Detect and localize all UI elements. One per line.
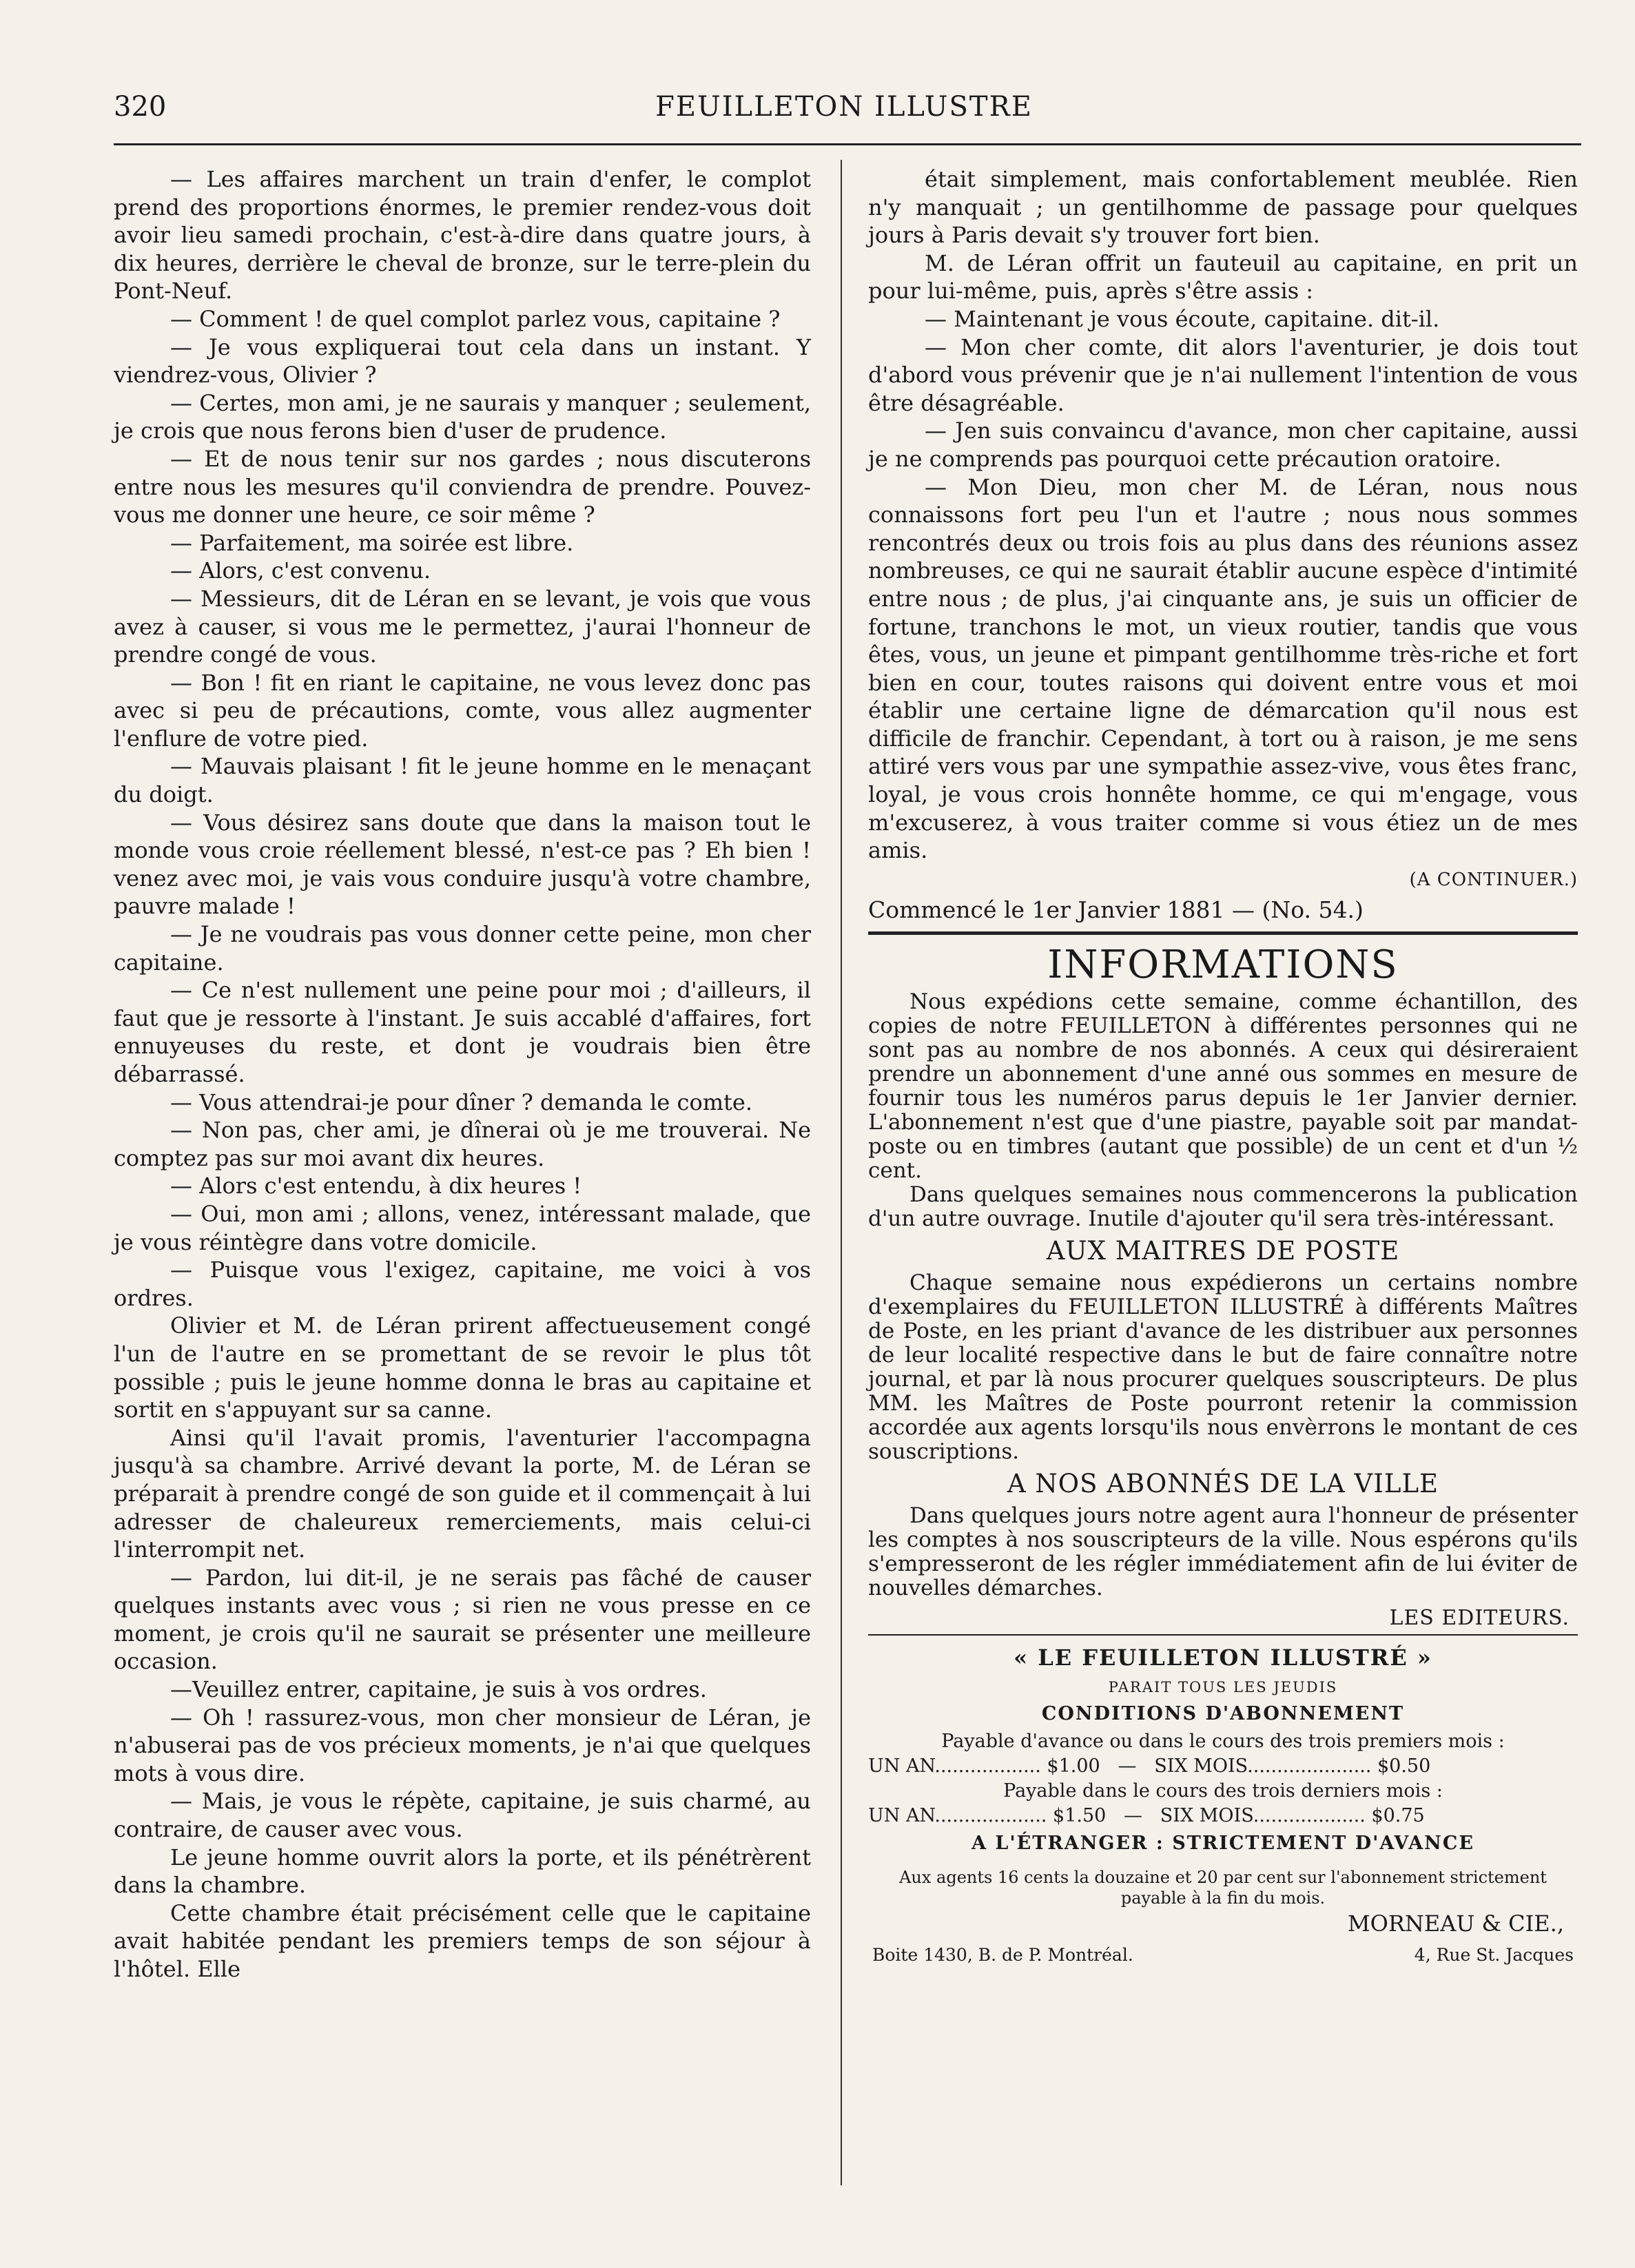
agents-note: Aux agents 16 cents la douzaine et 20 par cent sur l'abonnement strictement payable à la fin du mois. xyxy=(899,1868,1547,1908)
story-paragraph: — Jen suis convaincu d'avance, mon cher capitaine, aussi je ne comprends pas pourquoi cette précaution oratoire. xyxy=(868,417,1578,472)
story-paragraph: était simplement, mais confortablement meublée. Rien n'y manquait ; un gentilhomme de passage pour quelques jours à Paris devait s'y trouver fort bien. xyxy=(868,166,1578,249)
info-paragraph: Dans quelques jours notre agent aura l'honneur de présenter les comptes à nos souscripteurs de la ville. Nous espérons qu'ils s'empresseront de les régler immédiatement afin de lui éviter de nouvelles démarches. xyxy=(868,1503,1578,1601)
editors-signature: LES EDITEURS. xyxy=(1389,1606,1570,1631)
box-subtitle: PARAIT TOUS LES JEUDIS xyxy=(1108,1679,1338,1696)
story-paragraph: — Pardon, lui dit-il, je ne serais pas fâché de causer quelques instants avec vous ; si rien ne vous presse en ce moment, je crois qu'il ne saurait se présenter une meilleure occasion. xyxy=(114,1564,811,1675)
street-address: 4, Rue St. Jacques xyxy=(1414,1945,1574,1966)
story-paragraph: — Vous désirez sans doute que dans la maison tout le monde vous croie réellement blessé, n'est-ce pas ? Eh bien ! venez avec moi, je vais vous conduire jusqu'à votre chambre, pauvre malade ! xyxy=(114,809,811,920)
story-paragraph: —Veuillez entrer, capitaine, je suis à vos ordres. xyxy=(170,1676,707,1703)
start-date-line: Commencé le 1er Janvier 1881 — (No. 54.) xyxy=(868,896,1364,924)
story-paragraph: — Vous attendrai-je pour dîner ? demanda le comte. xyxy=(170,1089,753,1115)
story-paragraph: — Mauvais plaisant ! fit le jeune homme en le menaçant du doigt. xyxy=(114,753,811,808)
story-paragraph: — Et de nous tenir sur nos gardes ; nous discuterons entre nous les mesures qu'il conviendra de prendre. Pouvez-vous me donner une heure, ce soir même ? xyxy=(114,445,811,528)
story-paragraph: — Certes, mon ami, je ne saurais y manquer ; seulement, je crois que nous ferons bien d'user de prudence. xyxy=(114,389,811,444)
subscription-box xyxy=(868,1640,1578,1968)
header-rule xyxy=(114,143,1581,145)
story-paragraph: — Alors c'est entendu, à dix heures ! xyxy=(170,1173,582,1199)
story-paragraph: — Messieurs, dit de Léran en se levant, je vois que vous avez à causer, si vous me le permettez, j'aurai l'honneur de prendre congé de vous. xyxy=(114,585,811,668)
story-paragraph: — Oui, mon ami ; allons, venez, intéressant malade, que je vous réintègre dans votre domicile. xyxy=(114,1200,811,1255)
story-paragraph: Ainsi qu'il l'avait promis, l'aventurier l'accompagna jusqu'à sa chambre. Arrivé devant la porte, M. de Léran se préparait à prendre congé de son guide et il commençait à lui adresser de chaleureux remerciements, mais celui-ci l'interrompit net. xyxy=(114,1424,811,1563)
city-subscribers-heading: A NOS ABONNÉS DE LA VILLE xyxy=(1007,1469,1439,1499)
publication-title: FEUILLETON ILLUSTRE xyxy=(655,91,1033,123)
story-paragraph: — Comment ! de quel complot parlez vous, capitaine ? xyxy=(170,305,781,332)
box-rule xyxy=(868,1634,1578,1636)
story-paragraph: M. de Léran offrit un fauteuil au capitaine, en prit un pour lui-même, puis, après s'être assis : xyxy=(868,249,1578,305)
page-header xyxy=(114,91,1574,132)
story-paragraph: — Alors, c'est convenu. xyxy=(170,557,431,584)
story-paragraph: — Mais, je vous le répète, capitaine, je suis charmé, au contraire, de causer avec vous. xyxy=(114,1788,811,1843)
story-paragraph: — Bon ! fit en riant le capitaine, ne vous levez donc pas avec si peu de précautions, comte, vous allez augmenter l'enflure de votre pied. xyxy=(114,669,811,752)
story-paragraph: — Je vous expliquerai tout cela dans un instant. Y viendrez-vous, Olivier ? xyxy=(114,333,811,389)
story-paragraph: — Les affaires marchent un train d'enfer, le complot prend des proportions énormes, le premier rendez-vous doit avoir lieu samedi prochain, c'est-à-dire dans quatre jours, à dix heures, derrière le cheval de bronze, sur le terre-plein du Pont-Neuf. xyxy=(114,166,811,305)
informations-section xyxy=(868,990,1578,1630)
left-column xyxy=(114,165,811,2184)
info-paragraph: Nous expédions cette semaine, comme échantillon, des copies de notre FEUILLETON à différentes personnes qui ne sont pas au nombre de nos abonnés. A ceux qui désireraient prendre un abonnement d'une anné ous sommes en mesure de fournir tous les numéros parus depuis le 1er Janvier dernier. L'abonnement n'est que d'une piastre, payable soit par mandat-poste ou en timbres (autant que possible) de un cent et d'un ½ cent. xyxy=(868,989,1578,1184)
story-paragraph: — Non pas, cher ami, je dînerai où je me trouverai. Ne comptez pas sur moi avant dix heures. xyxy=(114,1117,811,1171)
story-paragraph: — Maintenant je vous écoute, capitaine. dit-il. xyxy=(925,305,1440,332)
column-divider xyxy=(841,160,842,2185)
section-rule xyxy=(868,931,1578,935)
story-paragraph: — Mon Dieu, mon cher M. de Léran, nous nous connaissons fort peu l'un et l'autre ; nous nous sommes rencontrés deux ou trois fois au plus dans des réunions assez nombreuses, ce qui ne saurait établir aucune espèce d'intimité entre nous ; de plus, j'ai cinquante ans, je suis un officier de fortune, tranchons le mot, un vieux routier, tandis que vous êtes, vous, un jeune et pimpant gentilhomme très-riche et fort bien en cour, toutes raisons qui doivent entre vous et moi établir une certaine ligne de démarcation qu'il nous est difficile de franchir. Cependant, à tort ou à raison, je me sens attiré vers vous par une sympathie assez-vive, vous êtes franc, loyal, je vous crois honnête homme, ce qui m'engage, vous m'excuserez, à vous traiter comme si vous étiez un de mes amis. xyxy=(868,473,1578,864)
informations-heading: INFORMATIONS xyxy=(1047,942,1399,988)
info-paragraph: Dans quelques semaines nous commencerons la publication d'un autre ouvrage. Inutile d'ajouter qu'il sera très-intéressant. xyxy=(868,1182,1578,1232)
right-column xyxy=(868,165,1578,2184)
page-number: 320 xyxy=(114,91,167,123)
story-continuation xyxy=(868,165,1578,865)
story-paragraph: Olivier et M. de Léran prirent affectueusement congé l'un de l'autre en se promettant de se revoir le plus tôt possible ; puis le jeune homme donna le bras au capitaine et sortit en s'appuyant sur sa canne. xyxy=(114,1312,811,1423)
late-label: Payable dans le cours des trois derniers mois : xyxy=(1003,1780,1443,1802)
story-paragraph: Cette chambre était précisément celle que le capitaine avait habitée pendant les premiers temps de son séjour à l'hôtel. Elle xyxy=(114,1899,811,1982)
story-paragraph: — Ce n'est nullement une peine pour moi ; d'ailleurs, il faut que je ressorte à l'instant. Je suis accablé d'affaires, fort ennuyeuses du reste, et dont je voudrais bien être débarrassé. xyxy=(114,977,811,1087)
info-paragraph: Chaque semaine nous expédierons un certains nombre d'exemplaires du FEUILLETON ILLUSTRÉ à différents Maîtres de Poste, en les priant d'avance de les distribuer aux personnes de leur localité respective dans le but de faire connaître notre journal, et par là nous procurer quelques souscripteurs. De plus MM. les Maîtres de Poste pourront retenir la commission accordée aux agents lorsqu'ils nous envèrrons le montant de ces souscriptions. xyxy=(868,1270,1578,1465)
to-be-continued: (A CONTINUER.) xyxy=(1409,869,1578,890)
conditions-heading: CONDITIONS D'ABONNEMENT xyxy=(1041,1703,1405,1725)
postmasters-heading: AUX MAITRES DE POSTE xyxy=(1046,1236,1400,1266)
story-paragraph: — Oh ! rassurez-vous, mon cher monsieur de Léran, je n'abuserai pas de vos précieux moments, je n'ai que quelques mots à vous dire. xyxy=(114,1704,811,1786)
advance-prices: UN AN.................. $1.00 — SIX MOIS..................... $0.50 xyxy=(868,1755,1431,1777)
late-prices: UN AN................... $1.50 — SIX MOIS................... $0.75 xyxy=(868,1805,1425,1827)
publisher-name: MORNEAU & CIE., xyxy=(1347,1910,1564,1937)
advance-label: Payable d'avance ou dans le cours des trois premiers mois : xyxy=(941,1731,1505,1753)
publisher-address xyxy=(868,1943,1578,1968)
foreign-terms: A L'ÉTRANGER : STRICTEMENT D'AVANCE xyxy=(971,1833,1474,1855)
story-paragraph: Le jeune homme ouvrit alors la porte, et ils pénétrèrent dans la chambre. xyxy=(114,1844,811,1899)
box-title: « LE FEUILLETON ILLUSTRÉ » xyxy=(1014,1645,1432,1671)
story-paragraph: — Mon cher comte, dit alors l'aventurier, je dois tout d'abord vous prévenir que je n'ai nullement l'intention de vous être désagréable. xyxy=(868,333,1578,416)
post-box: Boite 1430, B. de P. Montréal. xyxy=(872,1945,1133,1966)
story-paragraph: — Je ne voudrais pas vous donner cette peine, mon cher capitaine. xyxy=(114,921,811,976)
story-paragraph: — Puisque vous l'exigez, capitaine, me voici à vos ordres. xyxy=(114,1257,811,1311)
story-paragraph: — Parfaitement, ma soirée est libre. xyxy=(170,529,574,556)
